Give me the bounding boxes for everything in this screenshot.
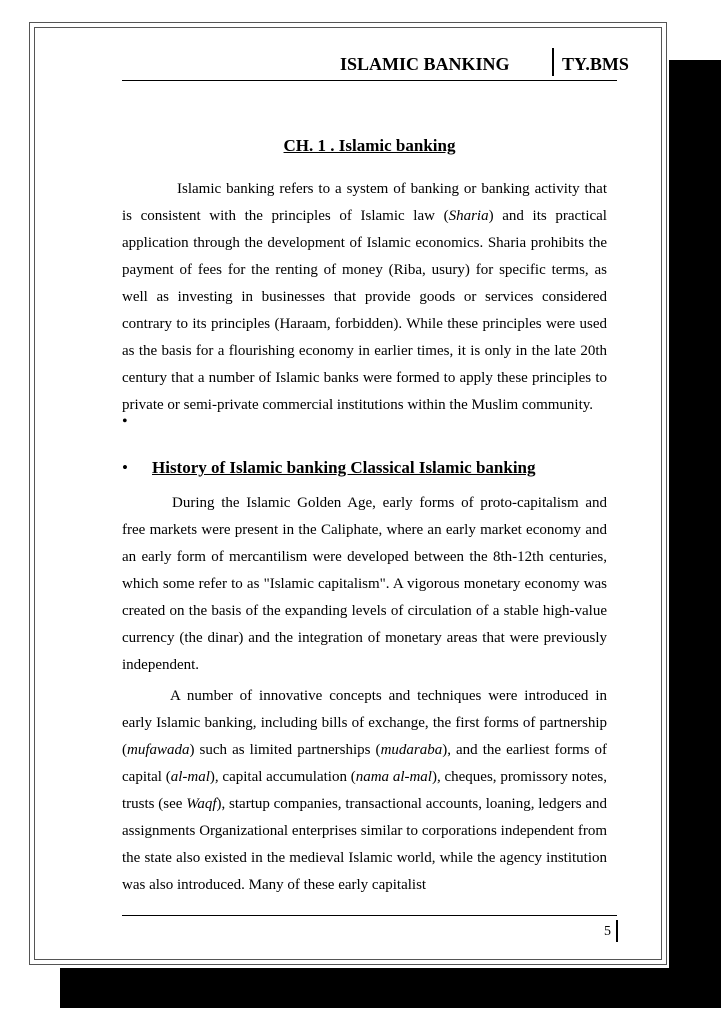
paragraph-intro	[122, 176, 607, 419]
paragraph-concepts	[122, 683, 607, 899]
page-number: 5	[604, 924, 611, 939]
chapter-title: CH. 1 . Islamic banking	[283, 136, 456, 155]
page-shadow-right	[669, 60, 721, 1008]
page-number-bar	[616, 920, 618, 942]
footer-rule	[122, 915, 617, 916]
header-course-code: TY.BMS	[562, 54, 629, 74]
paragraph-history	[122, 490, 607, 679]
section-heading-text: History of Islamic banking Classical Islamic banking	[152, 458, 536, 477]
page-shadow-bottom	[60, 968, 721, 1008]
paragraph-1: Islamic banking refers to a system of banking or banking activity that is consistent with the principles of Islamic law (Sharia) and its practical application through the development of Islamic economics. Sharia prohibits the payment of fees for the renting of money (Riba, usury) for specific terms, as well as investing in businesses that provide goods or services considered contrary to its principles (Haraam, forbidden). While these principles were used as the basis for a flourishing economy in earlier times, it is only in the late 20th century that a number of Islamic banks were formed to apply these principles to private or semi-private commercial institutions within the Muslim community.	[122, 181, 607, 413]
header-separator	[552, 48, 554, 76]
paragraph-2: During the Islamic Golden Age, early forms of proto-capitalism and free markets were present in the Caliphate, where an early market economy and an early form of mercantilism were developed between the 8th-12th centuries, which some refer to as "Islamic capitalism". A vigorous monetary economy was created on the basis of the expanding levels of circulation of a stable high-value currency (the dinar) and the integration of monetary areas that were previously independent.	[122, 495, 607, 673]
paragraph-3: A number of innovative concepts and techniques were introduced in early Islamic banking, including bills of exchange, the first forms of partnership (mufawada) such as limited partnerships (mudaraba), and the earliest forms of capital (al-mal), capital accumulation (nama al-mal), cheques, promissory notes, trusts (see Waqf), startup companies, transactional accounts, loaning, ledgers and assignments Organizational enterprises similar to corporations independent from the state also existed in the medieval Islamic world, while the agency institution was also introduced. Many of these early capitalist	[122, 688, 608, 893]
section-bullet: •	[122, 458, 128, 477]
empty-bullet: •	[122, 413, 128, 430]
section-heading	[122, 458, 536, 478]
header-title: ISLAMIC BANKING	[340, 54, 510, 74]
header-rule	[122, 80, 617, 81]
